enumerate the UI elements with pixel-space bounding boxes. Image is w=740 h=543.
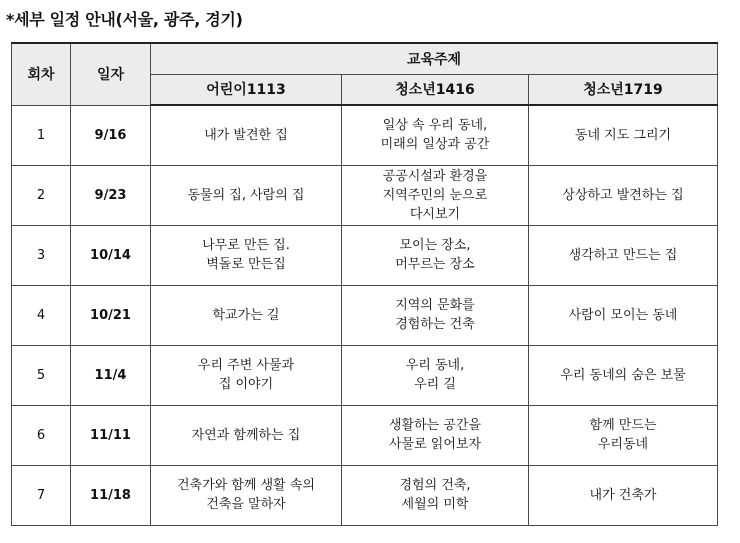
cell-text-line: 내가 발견한 집 (204, 127, 288, 143)
cell-round: 6 (12, 405, 71, 465)
cell-text-line: 모이는 장소, (399, 238, 471, 253)
cell-text-line: 벽돌로 만든집 (206, 257, 286, 272)
cell-text-line: 우리 주변 사물과 (197, 358, 295, 373)
schedule-table (11, 42, 718, 526)
cell-teen-1719 (529, 165, 718, 225)
cell-round: 5 (12, 345, 71, 405)
cell-text-line: 생각하고 만드는 집 (568, 247, 678, 263)
cell-text-line: 함께 만드는 (589, 418, 657, 433)
cell-teen-1719 (529, 405, 718, 465)
header-teen-1416: 청소년1416 (342, 74, 529, 105)
cell-text-line: 머무르는 장소 (395, 257, 475, 272)
cell-text-line: 우리 길 (414, 377, 456, 392)
cell-text-line: 건축을 말하자 (206, 497, 286, 512)
cell-teen-1416 (342, 465, 529, 525)
cell-round: 2 (12, 165, 71, 225)
document-heading: *세부 일정 안내(서울, 광주, 경기) (6, 10, 243, 29)
cell-text-line: 동네 지도 그리기 (574, 127, 672, 143)
cell-round: 1 (12, 105, 71, 165)
cell-children (151, 345, 342, 405)
cell-text-line: 동물의 집, 사람의 집 (187, 187, 305, 203)
cell-teen-1719 (529, 465, 718, 525)
cell-date: 11/4 (71, 345, 151, 405)
cell-teen-1416 (342, 345, 529, 405)
cell-round: 7 (12, 465, 71, 525)
table-body (12, 105, 718, 525)
cell-teen-1416 (342, 225, 529, 285)
cell-text-line: 생활하는 공간을 (388, 418, 482, 433)
cell-children (151, 405, 342, 465)
cell-children (151, 285, 342, 345)
cell-children (151, 465, 342, 525)
table-row (12, 285, 718, 345)
cell-date: 9/23 (71, 165, 151, 225)
cell-text-line: 경험하는 건축 (395, 317, 475, 332)
header-date: 일자 (71, 43, 151, 105)
table-row (12, 465, 718, 525)
cell-date: 11/11 (71, 405, 151, 465)
cell-text-line: 세월의 미학 (401, 497, 469, 512)
cell-text-line: 우리동네 (597, 437, 649, 452)
cell-teen-1719 (529, 225, 718, 285)
cell-text-line: 일상 속 우리 동네, (382, 118, 488, 134)
cell-text-line: 다시보기 (409, 206, 461, 222)
cell-children (151, 105, 342, 165)
cell-text-line: 사물로 읽어보자 (388, 437, 482, 452)
cell-text-line: 지역주민의 눈으로 (382, 187, 488, 203)
cell-text-line: 자연과 함께하는 집 (191, 427, 301, 443)
cell-teen-1719 (529, 285, 718, 345)
cell-children (151, 165, 342, 225)
cell-text-line: 공공시설과 환경을 (382, 168, 488, 184)
cell-teen-1719 (529, 345, 718, 405)
cell-text-line: 미래의 일상과 공간 (380, 137, 490, 153)
cell-children (151, 225, 342, 285)
cell-text-line: 건축가와 함께 생활 속의 (177, 478, 315, 493)
table-row (12, 105, 718, 165)
header-teen-1719: 청소년1719 (529, 74, 718, 105)
cell-date: 10/21 (71, 285, 151, 345)
cell-text-line: 학교가는 길 (212, 307, 280, 323)
table-row (12, 165, 718, 225)
cell-date: 10/14 (71, 225, 151, 285)
cell-teen-1719 (529, 105, 718, 165)
cell-round: 3 (12, 225, 71, 285)
cell-text-line: 경험의 건축, (399, 478, 471, 493)
header-round: 회차 (12, 43, 71, 105)
cell-text-line: 나무로 만든 집. (202, 238, 290, 253)
cell-text-line: 우리 동네의 숨은 보물 (560, 367, 686, 383)
cell-text-line: 지역의 문화를 (395, 298, 475, 313)
cell-teen-1416 (342, 165, 529, 225)
cell-text-line: 집 이야기 (218, 377, 274, 392)
table-header (12, 43, 718, 105)
header-children: 어린이1113 (151, 74, 342, 105)
cell-teen-1416 (342, 105, 529, 165)
cell-teen-1416 (342, 285, 529, 345)
header-theme-group: 교육주제 (151, 43, 718, 74)
cell-text-line: 상상하고 발견하는 집 (562, 187, 684, 203)
table-row (12, 405, 718, 465)
table-row (12, 345, 718, 405)
cell-round: 4 (12, 285, 71, 345)
cell-text-line: 사람이 모이는 동네 (568, 307, 678, 323)
cell-teen-1416 (342, 405, 529, 465)
table-row (12, 225, 718, 285)
cell-text-line: 내가 건축가 (589, 487, 657, 503)
cell-date: 9/16 (71, 105, 151, 165)
cell-date: 11/18 (71, 465, 151, 525)
cell-text-line: 우리 동네, (405, 358, 465, 373)
